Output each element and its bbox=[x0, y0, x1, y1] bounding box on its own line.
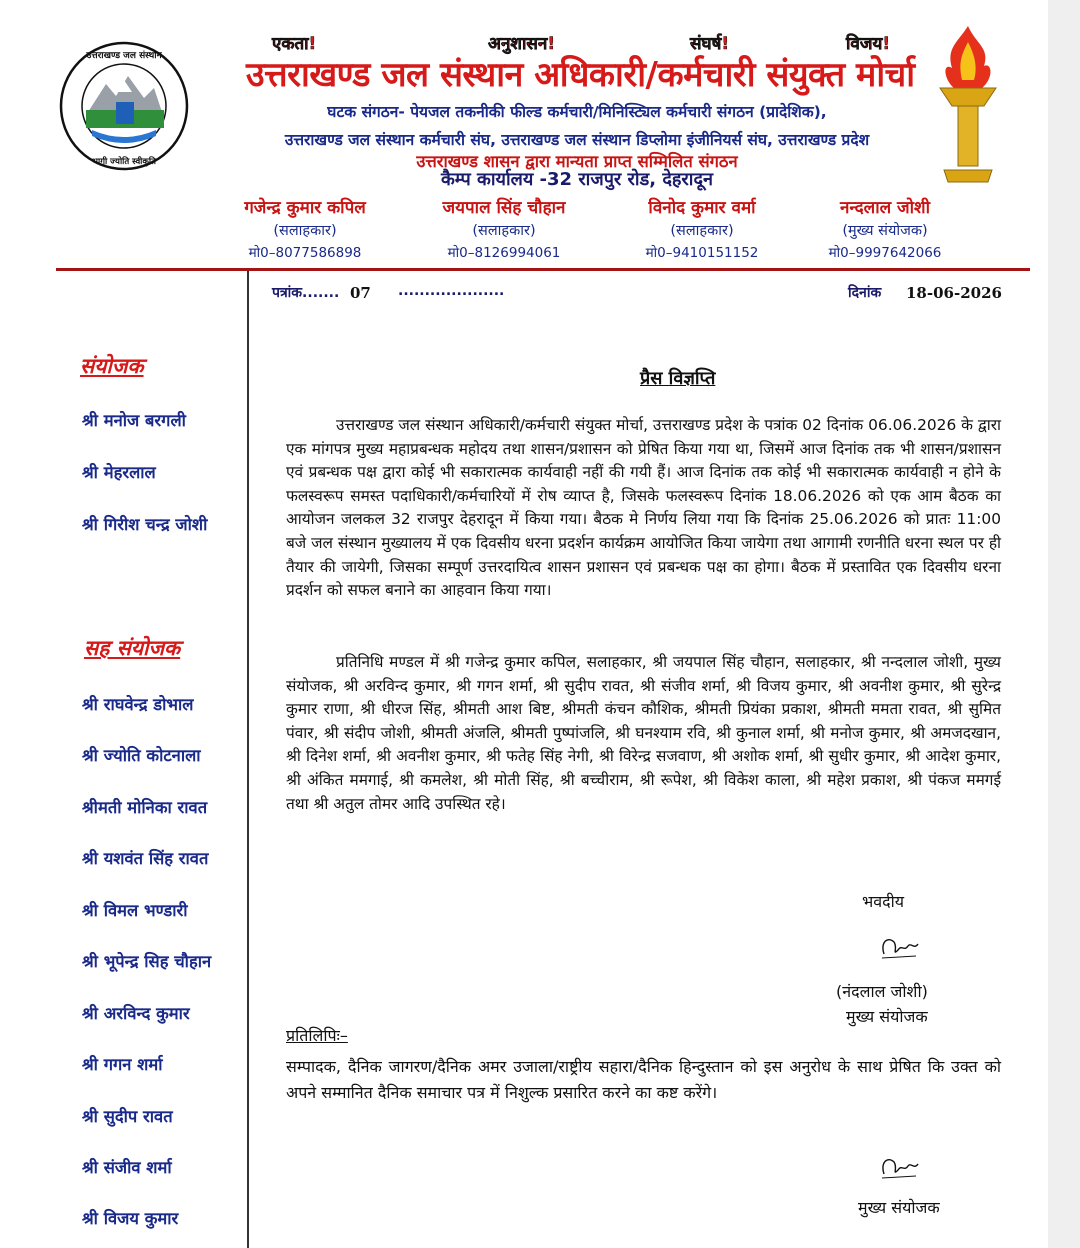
co-convenor-name: श्री यशवंत सिंह रावत bbox=[82, 849, 209, 868]
torch-icon bbox=[928, 22, 1008, 192]
header-line-address: कैम्प कार्यालय -32 राजपुर रोड, देहरादून bbox=[440, 169, 714, 190]
co-convenor-heading: सह संयोजक bbox=[84, 636, 181, 660]
officer-name: जयपाल सिंह चौहान bbox=[442, 198, 566, 218]
officer-mobile: मो0–8126994061 bbox=[447, 245, 561, 261]
organisation-title: उत्तराखण्ड जल संस्थान अधिकारी/कर्मचारी संयुक्त मोर्चा bbox=[246, 55, 915, 95]
logo-ring-text: उत्तराखण्ड जल संस्थान bbox=[86, 51, 162, 61]
co-convenor-name: श्री विजय कुमार bbox=[82, 1209, 179, 1228]
convenor-name: श्री मनोज बरगली bbox=[82, 411, 186, 430]
signature-mark bbox=[878, 1152, 920, 1182]
reference-label: पत्रांक....... bbox=[272, 285, 340, 301]
copy-to-paragraph: सम्पादक, दैनिक जागरण/दैनिक अमर उजाला/राष्ट्रीय सहारा/दैनिक हिन्दुस्तान को इस अनुरोध के साथ प्रेषित कि उक्त को अपने सम्मानित दैनिक समाचार पत्र में निशुल्क प्रसारित करने का कष्ट करेंगे। bbox=[286, 1057, 1001, 1102]
co-convenor-name: श्री विमल भण्डारी bbox=[82, 901, 188, 920]
officer-mobile: मो0–8077586898 bbox=[248, 245, 362, 261]
signature-mark bbox=[878, 932, 920, 962]
body-paragraph-1: उत्तराखण्ड जल संस्थान अधिकारी/कर्मचारी संयुक्त मोर्चा, उत्तराखण्ड प्रदेश के पत्रांक 02 दिनांक 06.06.2026 के द्वारा एक मांगपत्र मुख्य महाप्रबन्धक महोदय तथा शासन/प्रशासन को प्रेषित किया गया था, जिसमें आज दिनांक तक भी शासन/प्रशासन एवं प्रबन्धक पक्ष द्वारा कोई भी सकारात्मक कार्यवाही नहीं की गयी हैं। आज दिनांक तक कोई भी सकारात्मक कार्यवाही न होने के फलस्वरूप समस्त पदाधिकारी/कर्मचारियों में रोष व्याप्त है, जिसके फलस्वरूप दिनांक 18.06.2026 को एक आम बैठक का आयोजन जलकल 32 राजपुर देहरादून में किया गया। बैठक मे निर्णय लिया गया कि दिनांक 25.06.2026 को प्रातः 11:00 बजे जल संस्थान मुख्यालय में एक दिवसीय धरना प्रदर्शन कार्यक्रम आयोजित किया जायेगा तथा आगामी रणनीति धरना स्थल पर ही तैयार की जायेगी, जिसका सम्पूर्ण उत्तरदायित्व शासन प्रशासन एवं प्रबन्धक पक्ष का होगा। बैठक में प्रस्तावित एक दिवसीय धरना प्रदर्शन को सफल बनाने का आहवान किया गया। bbox=[286, 416, 1001, 600]
slogan-discipline: अनुशासन! bbox=[488, 34, 556, 54]
convenor-name: श्री गिरीश चन्द्र जोशी bbox=[82, 515, 208, 534]
date-label: दिनांक bbox=[848, 285, 882, 301]
slogan-struggle: संघर्ष! bbox=[690, 34, 730, 54]
co-convenor-name: श्री ज्योति कोटनाला bbox=[82, 746, 201, 765]
officer-card bbox=[404, 195, 604, 261]
officer-card bbox=[205, 195, 405, 261]
reference-number: 07 bbox=[350, 284, 371, 302]
co-convenor-name: श्री सुदीप रावत bbox=[82, 1107, 173, 1126]
letter-date: 18-06-2026 bbox=[906, 284, 1002, 302]
officer-role: (सलाहकार) bbox=[670, 223, 734, 239]
sidebar-divider bbox=[247, 271, 249, 1248]
slogan-victory: विजय! bbox=[846, 34, 891, 54]
slogan-unity: एकता! bbox=[272, 34, 317, 54]
convenor-name: श्री मेहरलाल bbox=[82, 463, 156, 482]
officer-card bbox=[602, 195, 802, 261]
co-convenor-name: श्रीमती मोनिका रावत bbox=[82, 798, 208, 817]
co-convenor-name: श्री गगन शर्मा bbox=[82, 1055, 163, 1074]
officer-role: (सलाहकार) bbox=[273, 223, 337, 239]
final-signatory-role: मुख्य संयोजक bbox=[858, 1198, 940, 1217]
header-line-unions: उत्तराखण्ड जल संस्थान कर्मचारी संघ, उत्तराखण्ड जल संस्थान डिप्लोमा इंजीनियर्स संघ, उत्तराखण्ड प्रदेश bbox=[284, 131, 870, 149]
header-line-recognition: उत्तराखण्ड शासन द्वारा मान्यता प्राप्त सम्मिलित संगठन bbox=[416, 152, 738, 171]
officer-mobile: मो0–9997642066 bbox=[828, 245, 942, 261]
page-edge bbox=[1048, 0, 1080, 1248]
reference-dots: .................... bbox=[398, 283, 505, 299]
officer-role: (मुख्य संयोजक) bbox=[842, 223, 928, 239]
officer-name: विनोद कुमार वर्मा bbox=[648, 198, 756, 218]
co-convenor-name: श्री संजीव शर्मा bbox=[82, 1158, 172, 1177]
officer-name: गजेन्द्र कुमार कपिल bbox=[244, 198, 366, 218]
logo-caption: भागी ज्योति स्वीकृति bbox=[92, 157, 156, 167]
officer-role: (सलाहकार) bbox=[472, 223, 536, 239]
body-paragraph-2: प्रतिनिधि मण्डल में श्री गजेन्द्र कुमार कपिल, सलाहकार, श्री जयपाल सिंह चौहान, सलाहकार, श्री नन्दलाल जोशी, मुख्य संयोजक, श्री अरविन्द कुमार, श्री गगन शर्मा, श्री सुदीप रावत, श्री संजीव शर्मा, श्री विजय कुमार, श्री अवनीश कुमार, श्री सुरेन्द्र कुमार राणा, श्री धीरज सिंह, श्रीमती आश बिष्ट, श्रीमती कंचन कौशिक, श्रीमती प्रियंका प्रकाश, श्रीमती ममता रावत, श्री सुमित पंवार, श्री संदीप जोशी, श्रीमती अंजलि, श्रीमती पुष्पांजलि, श्री घनश्याम रवि, श्री कुनाल शर्मा, श्री मनोज कुमार, श्री अमजदखान, श्री दिनेश शर्मा, श्री अवनीश कुमार, श्री फतेह सिंह नेगी, श्री विरेन्द्र सजवाण, श्री अशोक शर्मा, श्री सुधीर कुमार, श्री आदेश कुमार, श्री अंकित ममगाई, श्री कमलेश, श्री मोती सिंह, श्री बच्चीराम, श्री रूपेश, श्री विकेश काला, श्री महेश प्रकाश, श्री पंकज ममगई तथा श्री अतुल तोमर आदि उपस्थित रहे। bbox=[286, 653, 1001, 813]
officer-card bbox=[785, 195, 985, 261]
organisation-logo bbox=[58, 40, 190, 172]
officer-name: नन्दलाल जोशी bbox=[839, 198, 931, 218]
signatory-name: (नंदलाल जोशी) bbox=[836, 982, 928, 1001]
convenor-heading: संयोजक bbox=[80, 354, 144, 378]
header-divider bbox=[56, 268, 1030, 271]
co-convenor-name: श्री भूपेन्द्र सिह चौहान bbox=[82, 952, 212, 971]
header-line-constituents: घटक संगठन- पेयजल तकनीकी फील्ड कर्मचारी/मिनिस्ट्यिल कर्मचारी संगठन (प्रादेशिक), bbox=[327, 103, 827, 121]
officer-mobile: मो0–9410151152 bbox=[645, 245, 759, 261]
co-convenor-name: श्री अरविन्द कुमार bbox=[82, 1004, 190, 1023]
co-convenor-name: श्री राघवेन्द्र डोभाल bbox=[82, 695, 194, 714]
closing-text: भवदीय bbox=[862, 892, 905, 911]
press-release-heading: प्रैस विज्ञप्ति bbox=[640, 368, 716, 389]
copy-to-heading: प्रतिलिपिः– bbox=[286, 1026, 348, 1045]
signatory-role: मुख्य संयोजक bbox=[846, 1007, 928, 1026]
